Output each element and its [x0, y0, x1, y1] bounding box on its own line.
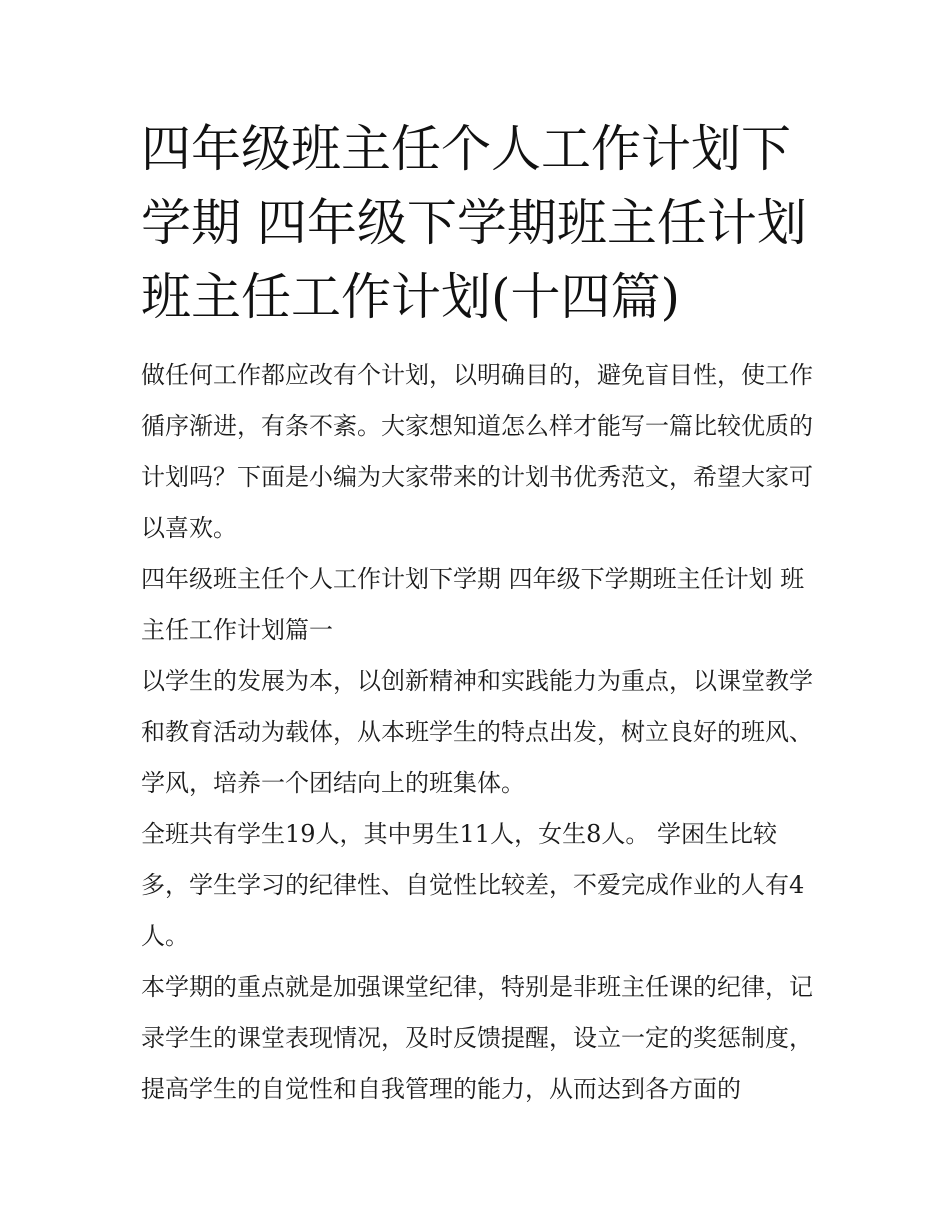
- paragraph-class-situation: 全班共有学生19人，其中男生11人，女生8人。 学困生比较多，学生学习的纪律性、自觉性比较差，不爱完成作业的人有4人。: [141, 820, 805, 950]
- paragraph-section-heading: 四年级班主任个人工作计划下学期 四年级下学期班主任计划 班主任工作计划篇一: [141, 565, 805, 644]
- title-spacer: [141, 334, 813, 350]
- document-body: [141, 112, 813, 1115]
- paragraph-guiding-idea: 以学生的发展为本，以创新精神和实践能力为重点，以课堂教学和教育活动为载体，从本班学生的特点出发，树立良好的班风、学风，培养一个团结向上的班集体。: [141, 667, 813, 797]
- paragraph-intro: 做任何工作都应改有个计划，以明确目的，避免盲目性，使工作循序渐进，有条不紊。大家想知道怎么样才能写一篇比较优质的计划吗？下面是小编为大家带来的计划书优秀范文，希望大家可以喜欢。: [141, 361, 813, 542]
- document-title: 四年级班主任个人工作计划下学期 四年级下学期班主任计划 班主任工作计划(十四篇): [141, 120, 807, 326]
- paragraph-semester-focus: 本学期的重点就是加强课堂纪律，特别是非班主任课的纪律，记录学生的课堂表现情况，及时反馈提醒，设立一定的奖惩制度，提高学生的自觉性和自我管理的能力，从而达到各方面的: [141, 973, 813, 1103]
